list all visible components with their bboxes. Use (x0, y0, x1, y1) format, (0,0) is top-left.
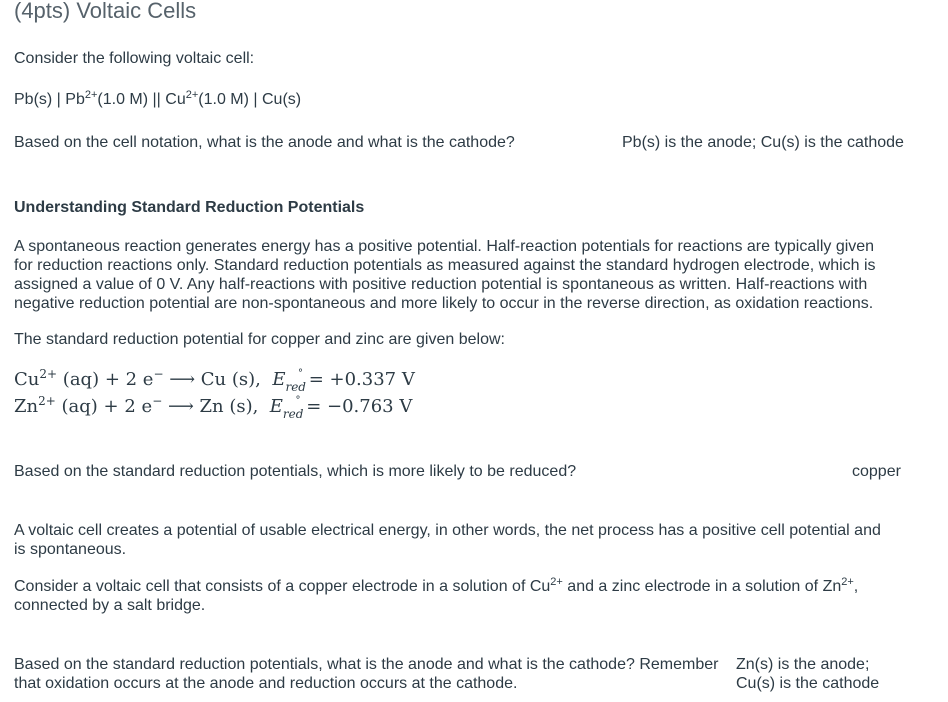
eq-lhs: (aq) + 2 e (55, 396, 153, 417)
answer-3-line-1[interactable]: Zn(s) is the anode; (736, 656, 870, 673)
consider-part: Consider a voltaic cell that consists of a copper electrode in a solution of Cu (14, 578, 551, 595)
eq-electron-charge: − (152, 394, 163, 408)
eq-product: Zn (s), (199, 396, 259, 417)
eq-arrow: ⟶ (163, 369, 201, 390)
eq-arrow: ⟶ (162, 396, 200, 417)
charge-superscript: 2+ (550, 576, 563, 588)
charge-superscript: 2+ (185, 89, 199, 101)
eq-sub: red (285, 380, 306, 394)
eq-electron-charge: − (153, 367, 164, 381)
answer-3-line-2[interactable]: Cu(s) is the cathode (736, 675, 880, 692)
eq-value: = +0.337 V (308, 369, 415, 390)
eq-lhs: (aq) + 2 e (57, 369, 154, 390)
answer-2[interactable]: copper (852, 463, 901, 480)
eq-ion: Zn (14, 396, 39, 417)
eq-E: E (269, 396, 283, 417)
equation-zinc (14, 396, 412, 421)
eq-degree: ° (297, 368, 303, 379)
equation-copper (14, 369, 415, 394)
voltaic-paragraph: A voltaic cell creates a potential of usable electrical energy, in other words, the net process has a positive cell potential and is spontaneous. (14, 522, 881, 558)
cell-notation-part: Pb(s) | Pb (14, 91, 85, 108)
section-heading: Understanding Standard Reduction Potentials (14, 199, 365, 216)
question-3-line-2: that oxidation occurs at the anode and reduction occurs at the cathode. (14, 675, 518, 692)
section-paragraph: A spontaneous reaction generates energy has a positive potential. Half-reaction potentials for reactions are typically given for reduction reactions only. Standard reduction potentials as measured against the standard hydrogen electrode, which is assigned a value of 0 V. Any half-reactions with positive reduction potential is spontaneous as written. Half-reactions with negative reduction potential are non-spontaneous and more likely to occur in the reverse direction, as oxidation reactions. (14, 238, 876, 312)
cell-notation-part: (1.0 M) | Cu(s) (198, 91, 302, 108)
potentials-intro: The standard reduction potential for copper and zinc are given below: (14, 331, 505, 348)
eq-degree: ° (295, 395, 301, 406)
charge-superscript: 2+ (841, 576, 854, 588)
cell-notation-part: (1.0 M) || Cu (97, 91, 186, 108)
question-1: Based on the cell notation, what is the anode and what is the cathode? (14, 134, 515, 151)
consider-part: , (853, 578, 859, 595)
answer-1[interactable]: Pb(s) is the anode; Cu(s) is the cathode (622, 134, 904, 151)
intro-text: Consider the following voltaic cell: (14, 50, 255, 67)
page-title: (4pts) Voltaic Cells (14, 0, 197, 23)
consider-line-2: connected by a salt bridge. (14, 597, 206, 614)
eq-charge: 2+ (39, 367, 58, 381)
consider-part: and a zinc electrode in a solution of Zn (562, 578, 842, 595)
eq-value: = −0.763 V (306, 396, 413, 417)
eq-sub: red (282, 407, 304, 421)
question-2: Based on the standard reduction potentials, which is more likely to be reduced? (14, 463, 577, 480)
charge-superscript: 2+ (84, 89, 98, 101)
consider-line-1 (14, 577, 858, 598)
cell-notation (14, 90, 301, 111)
eq-charge: 2+ (38, 394, 56, 408)
eq-product: Cu (s), (200, 369, 261, 390)
question-3-line-1: Based on the standard reduction potentials, what is the anode and what is the cathode? Remember (14, 656, 719, 673)
eq-E: E (272, 369, 286, 390)
eq-ion: Cu (14, 369, 40, 390)
